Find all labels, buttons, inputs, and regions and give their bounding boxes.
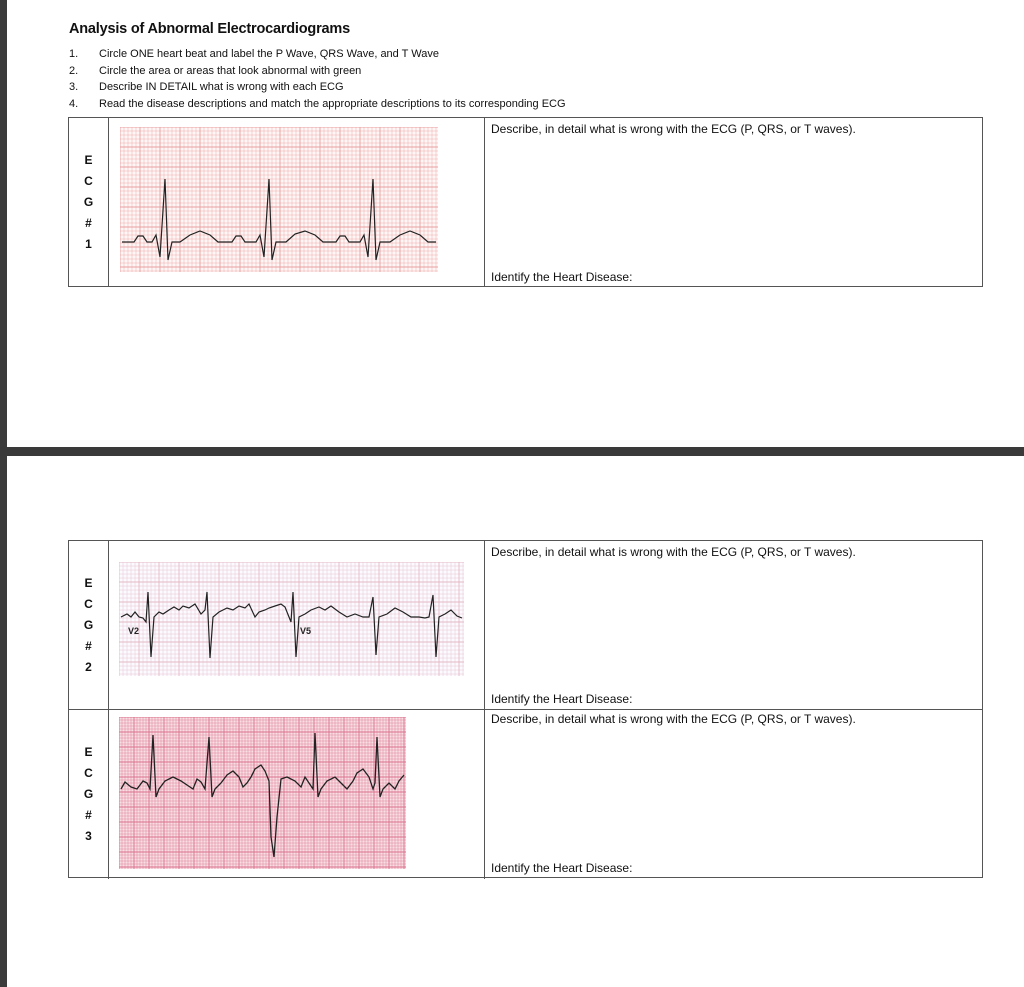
instruction-number: 3. <box>69 81 79 94</box>
label-letter: G <box>83 194 94 209</box>
ecg3-strip <box>119 717 406 869</box>
label-letter: G <box>83 617 94 632</box>
ecg2-strip <box>119 562 464 676</box>
ecg2-answer-cell[interactable] <box>484 541 982 709</box>
label-letter: # <box>85 215 92 230</box>
instruction-number: 4. <box>69 97 79 110</box>
ecg2-label <box>69 541 109 709</box>
instruction-item <box>69 96 566 113</box>
ecg2-describe-prompt: Describe, in detail what is wrong with the ECG (P, QRS, or T waves). <box>491 545 856 559</box>
instruction-number: 1. <box>69 48 79 60</box>
instruction-item <box>69 63 566 80</box>
label-letter: C <box>84 596 93 611</box>
page-title: Analysis of Abnormal Electrocardiograms <box>69 21 350 37</box>
ecg1-answer-cell[interactable] <box>484 118 982 286</box>
label-letter: # <box>85 808 92 822</box>
ecg1-label <box>69 118 109 286</box>
instruction-text: Circle ONE heart beat and label the P Wave, QRS Wave, and T Wave <box>99 48 439 60</box>
label-letter: E <box>84 745 93 759</box>
ecg3-answer-cell[interactable] <box>484 710 982 879</box>
ecg3-image-cell <box>109 710 484 879</box>
ecg3-describe-prompt: Describe, in detail what is wrong with the ECG (P, QRS, or T waves). <box>491 712 856 726</box>
label-letter: 1 <box>85 236 92 251</box>
instruction-item <box>69 79 566 96</box>
label-letter: G <box>83 787 94 801</box>
instruction-text: Circle the area or areas that look abnormal with green <box>99 64 362 77</box>
instruction-list <box>69 46 566 112</box>
window-left-edge <box>0 0 7 987</box>
label-letter: 2 <box>85 659 92 674</box>
ecg1-image-cell <box>109 118 484 286</box>
instruction-text: Read the disease descriptions and match the appropriate descriptions to its corresponding ECG <box>99 97 566 110</box>
label-letter: # <box>85 638 92 653</box>
lead-label-v5: V5 <box>300 626 312 636</box>
label-letter: E <box>84 575 93 590</box>
label-letter: E <box>84 152 93 167</box>
ecg3-identify-prompt: Identify the Heart Disease: <box>491 861 633 875</box>
ecg1-table <box>68 117 983 287</box>
label-letter: C <box>84 766 93 780</box>
instruction-item <box>69 46 566 63</box>
ecg1-strip <box>120 127 438 272</box>
page-break <box>0 447 1024 456</box>
label-letter: C <box>84 173 93 188</box>
lead-label-v2: V2 <box>128 626 140 636</box>
ecg1-identify-prompt: Identify the Heart Disease: <box>491 270 633 284</box>
ecg23-table <box>68 540 983 878</box>
ecg2-image-cell <box>109 541 484 709</box>
label-letter: 3 <box>85 829 92 843</box>
ecg3-label <box>69 710 109 879</box>
ecg1-describe-prompt: Describe, in detail what is wrong with the ECG (P, QRS, or T waves). <box>491 122 856 136</box>
ecg2-identify-prompt: Identify the Heart Disease: <box>491 692 633 706</box>
instruction-number: 2. <box>69 64 79 77</box>
instruction-text: Describe IN DETAIL what is wrong with each ECG <box>99 81 344 94</box>
ecg3-grid-bg <box>119 717 406 869</box>
